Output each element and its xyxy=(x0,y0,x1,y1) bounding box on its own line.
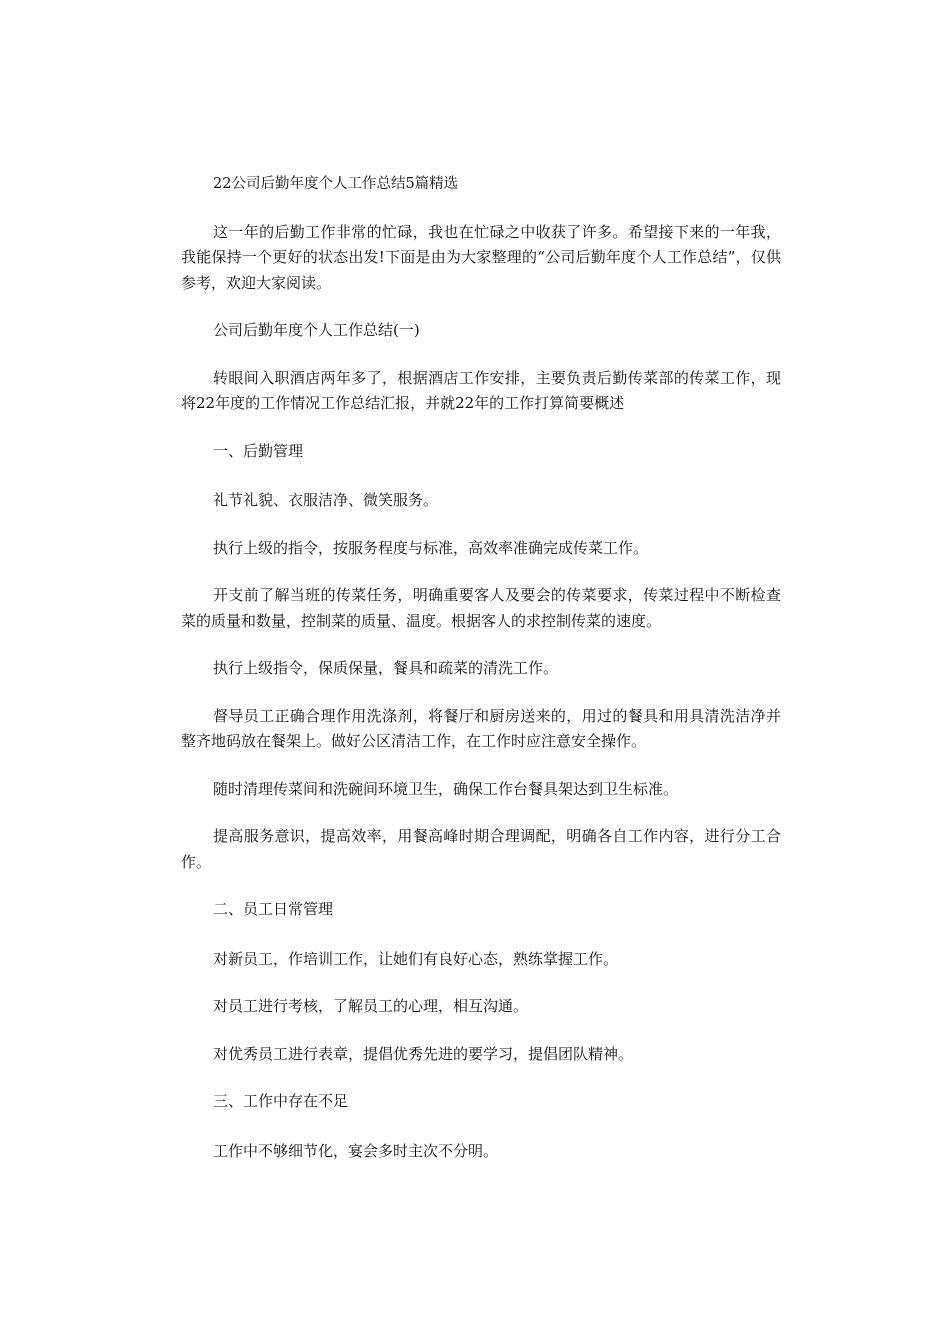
part3-item: 工作中不够细节化，宴会多时主次不分明。 xyxy=(213,1141,499,1160)
part2-heading: 二、员工日常管理 xyxy=(213,900,334,918)
intro-paragraph: 这一年的后勤工作非常的忙碌，我也在忙碌之中收获了许多。希望接下来的一年我，我能保持一个更好的状态出发!下面是由为大家整理的“公司后勤年度个人工作总结”，仅供参考，欢迎大家阅读。 xyxy=(181,222,781,292)
part1-item: 执行上级的指令，按服务程度与标准，高效率准确完成传菜工作。 xyxy=(213,538,649,557)
part2-item: 对优秀员工进行表章，提倡优秀先进的要学习，提倡团队精神。 xyxy=(213,1044,634,1063)
part1-item: 执行上级指令，保质保量，餐具和疏菜的清洗工作。 xyxy=(213,659,559,677)
part3-heading: 三、工作中存在不足 xyxy=(213,1092,349,1110)
part2-item: 对员工进行考核，了解员工的心理，相互沟通。 xyxy=(213,997,529,1015)
part2-item: 对新员工，作培训工作，让她们有良好心态，熟练掌握工作。 xyxy=(213,949,619,968)
document-title: 22公司后勤年度个人工作总结5篇精选 xyxy=(213,176,459,192)
section-title: 公司后勤年度个人工作总结(一) xyxy=(213,321,420,339)
part1-item: 提高服务意识，提高效率，用餐高峰时期合理调配，明确各自工作内容，进行分工合作。 xyxy=(181,827,781,871)
document-page xyxy=(181,172,781,1186)
part1-item: 礼节礼貌、衣服洁净、微笑服务。 xyxy=(213,491,439,509)
part1-item: 开支前了解当班的传菜任务，明确重要客人及要会的传菜要求，传菜过程中不断检查菜的质量和数量，控制菜的质量、温度。根据客人的求控制传菜的速度。 xyxy=(181,586,781,630)
part1-item: 督导员工正确合理作用洗涤剂，将餐厅和厨房送来的，用过的餐具和用具清洗洁净并整齐地码放在餐架上。做好公区清洁工作，在工作时应注意安全操作。 xyxy=(181,706,781,750)
part1-item: 随时清理传菜间和洗碗间环境卫生，确保工作台餐具架达到卫生标准。 xyxy=(213,779,679,798)
part1-heading: 一、后勤管理 xyxy=(213,441,304,460)
opening-paragraph: 转眼间入职酒店两年多了，根据酒店工作安排，主要负责后勤传菜部的传菜工作，现将22年度的工作情况工作总结汇报，并就22年的工作打算简要概述 xyxy=(181,368,781,412)
